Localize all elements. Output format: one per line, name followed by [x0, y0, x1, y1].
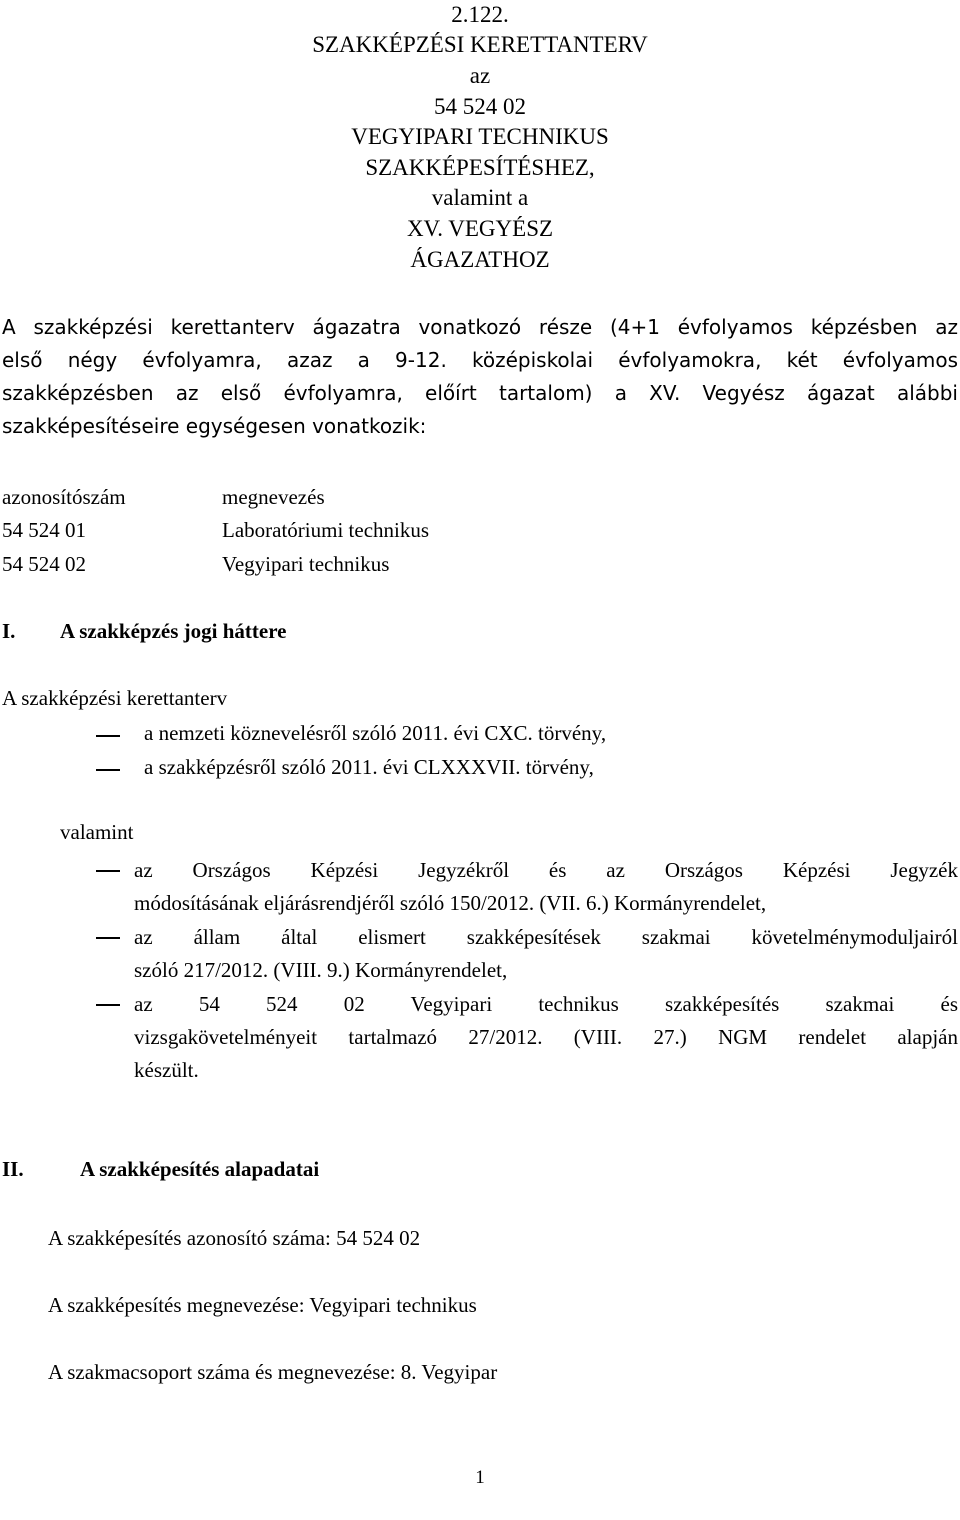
fact-line: A szakmacsoport száma és megnevezése: 8. Vegyipar [48, 1360, 498, 1384]
dash-bullet-icon [96, 870, 120, 872]
list-item-continued: vizsgakövetelményeit tartalmazó 27/2012. (VIII. 27.) NGM rendelet alapján [134, 1025, 958, 1049]
header-line: SZAKKÉPZÉSI KERETTANTERV [312, 32, 648, 57]
intro-line: szakképesítéseire egységesen vonatkozik: [2, 414, 427, 438]
section-number: I. [2, 619, 16, 643]
header-line: XV. VEGYÉSZ [406, 216, 554, 241]
list-item-continued: szóló 217/2012. (VIII. 9.) Kormányrendelet, [134, 958, 508, 982]
list-item: az 54 524 02 Vegyipari technikus szakképesítés szakmai és [134, 992, 958, 1016]
header-line: 54 524 02 [434, 94, 526, 119]
table-header-name: megnevezés [222, 485, 325, 509]
list-item-continued: készült. [134, 1058, 199, 1082]
header-line: az [469, 63, 491, 88]
page-number: 1 [475, 1467, 485, 1488]
table-cell: 54 524 01 [2, 518, 86, 542]
section-title: A szakképesítés alapadatai [80, 1157, 320, 1181]
and-label: valamint [60, 820, 134, 844]
intro-line: A szakképzési kerettanterv ágazatra vonatkozó része (4+1 évfolyamos képzésben az [2, 315, 958, 339]
section-lead: A szakképzési kerettanterv [2, 686, 228, 710]
list-item: az Országos Képzési Jegyzékről és az Országos Képzési Jegyzék [134, 858, 958, 882]
intro-line: első négy évfolyamra, azaz a 9-12. középiskolai évfolyamokra, két évfolyamos [2, 348, 958, 372]
table-cell: 54 524 02 [2, 552, 86, 576]
list-item: az állam által elismert szakképesítések szakmai követelménymoduljairól [134, 925, 958, 949]
dash-bullet-icon [96, 937, 120, 939]
header-line: ÁGAZATHOZ [410, 247, 550, 272]
table-cell: Vegyipari technikus [222, 552, 390, 576]
dash-bullet-icon [96, 769, 120, 771]
list-item-continued: módosításának eljárásrendjéről szóló 150/2012. (VII. 6.) Kormányrendelet, [134, 891, 767, 915]
list-item: a szakképzésről szóló 2011. évi CLXXXVII. törvény, [144, 755, 594, 779]
header-line: valamint a [431, 185, 529, 210]
dash-bullet-icon [96, 1004, 120, 1006]
table-header-id: azonosítószám [2, 485, 126, 509]
list-item: a nemzeti köznevelésről szóló 2011. évi CXC. törvény, [144, 721, 607, 745]
header-line: VEGYIPARI TECHNIKUS [351, 124, 609, 149]
header-line: SZAKKÉPESÍTÉSHEZ, [365, 155, 595, 180]
intro-line: szakképzésben az első évfolyamra, előírt tartalom) a XV. Vegyész ágazat alábbi [2, 381, 958, 405]
section-number: 2.122. [451, 2, 509, 27]
section-title: A szakképzés jogi háttere [60, 619, 287, 643]
dash-bullet-icon [96, 735, 120, 737]
fact-line: A szakképesítés azonosító száma: 54 524 02 [48, 1226, 421, 1250]
fact-line: A szakképesítés megnevezése: Vegyipari technikus [48, 1293, 477, 1317]
section-number: II. [2, 1157, 24, 1181]
table-cell: Laboratóriumi technikus [222, 518, 430, 542]
